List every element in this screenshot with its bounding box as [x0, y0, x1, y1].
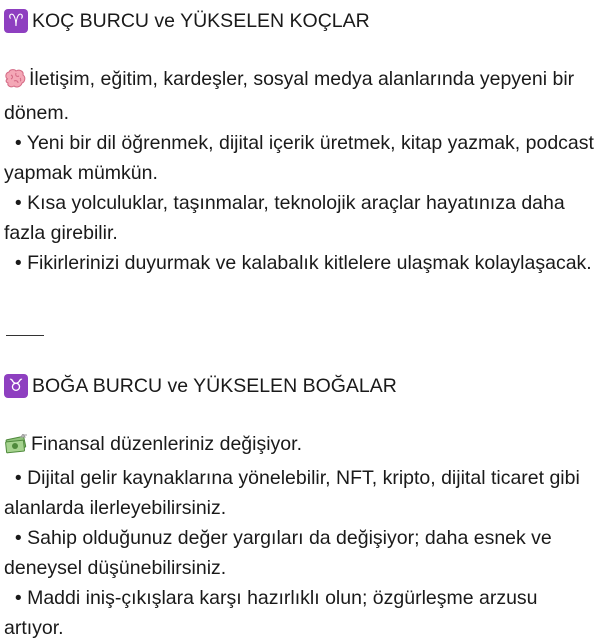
section-divider — [6, 335, 44, 336]
list-item — [4, 463, 596, 523]
bullet-char: • — [14, 467, 22, 489]
section-heading — [4, 6, 596, 36]
list-item — [4, 128, 596, 188]
aries-section — [4, 6, 596, 278]
taurus-icon: ♉ — [4, 374, 28, 398]
lead-text: Finansal düzenleriniz değişiyor. — [31, 433, 302, 455]
list-item-text: Kısa yolculuklar, taşınmalar, teknolojik araçlar hayatınıza daha fazla girebilir. — [4, 192, 565, 244]
money-icon — [4, 433, 28, 463]
lead-line — [4, 64, 596, 128]
section-heading — [4, 371, 596, 401]
list-item-text: Dijital gelir kaynaklarına yönelebilir, NFT, kripto, dijital ticaret gibi alanlarda ilerleyebilirsiniz. — [4, 467, 580, 519]
section-title: BOĞA BURCU ve YÜKSELEN BOĞALAR — [32, 375, 397, 397]
list-item — [4, 248, 596, 278]
bullet-char: • — [14, 192, 22, 214]
aries-icon: ♈ — [4, 9, 28, 33]
section-body — [4, 429, 596, 643]
list-item — [4, 188, 596, 248]
list-item — [4, 523, 596, 583]
bullet-char: • — [14, 527, 22, 549]
lead-line — [4, 429, 596, 463]
section-body — [4, 64, 596, 278]
list-item-text: Maddi iniş-çıkışlara karşı hazırlıklı olun; özgürleşme arzusu artıyor. — [4, 587, 538, 639]
taurus-section — [4, 371, 596, 643]
list-item — [4, 583, 596, 643]
list-item-text: Fikirlerinizi duyurmak ve kalabalık kitlelere ulaşmak kolaylaşacak. — [27, 252, 592, 274]
bullet-char: • — [14, 132, 22, 154]
brain-icon — [4, 68, 26, 98]
list-item-text: Sahip olduğunuz değer yargıları da değişiyor; daha esnek ve deneysel düşünebilirsiniz. — [4, 527, 552, 579]
lead-text: İletişim, eğitim, kardeşler, sosyal medya alanlarında yepyeni bir dönem. — [4, 68, 575, 124]
section-title: KOÇ BURCU ve YÜKSELEN KOÇLAR — [32, 10, 370, 32]
bullet-char: • — [14, 587, 22, 609]
list-item-text: Yeni bir dil öğrenmek, dijital içerik üretmek, kitap yazmak, podcast yapmak mümkün. — [4, 132, 594, 184]
bullet-char: • — [14, 252, 22, 274]
